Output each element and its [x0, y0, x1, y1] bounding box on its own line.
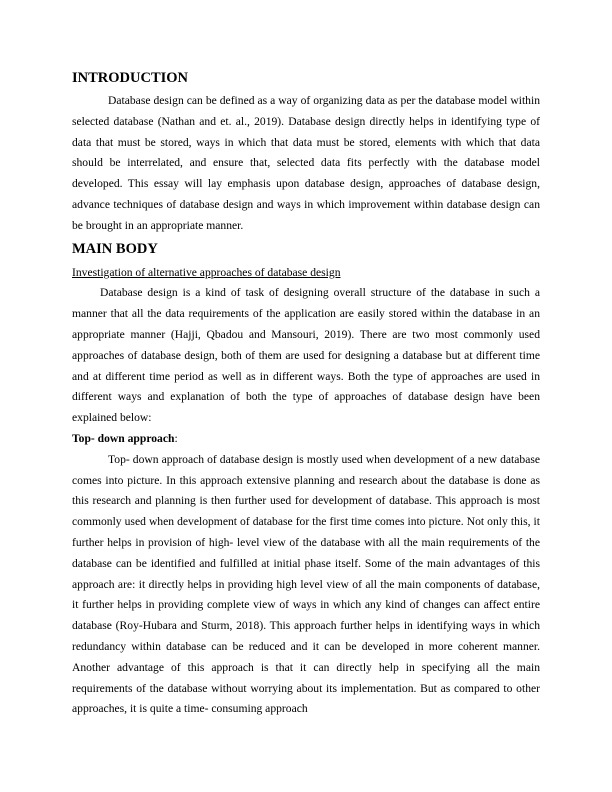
introduction-heading: INTRODUCTION	[72, 70, 189, 86]
top-down-label-text: Top- down approach	[72, 431, 175, 445]
introduction-paragraph: Database design can be defined as a way of organizing data as per the database model within selected database (Nathan and et. al., 2019). Database design directly helps in identifying type of data that must be stored, ways in which that data must be stored, elements with which that data should be interrelated, and ensure that, selected data fits perfectly with the database model developed. This essay will lay emphasis upon database design, approaches of database design, advance techniques of database design and ways in which improvement within database design can be brought in an appropriate manner.	[72, 94, 540, 232]
top-down-label	[72, 429, 540, 450]
top-down-label-colon: :	[174, 431, 178, 445]
main-body-heading: MAIN BODY	[72, 240, 158, 257]
section-subheading: Investigation of alternative approaches of database design	[72, 265, 341, 279]
page-content	[72, 70, 540, 720]
top-down-paragraph: Top- down approach of database design is mostly used when development of a new database comes into picture. In this approach extensive planning and research about the database is done as this research and planning is then further used for development of database. This approach is most commonly used when development of database for the first time comes into picture. Not only this, it further helps in provision of high- level view of the database with all the main requirements of the database can be identified and fulfilled at initial phase itself. Some of the main advantages of this approach are: it directly helps in providing high level view of all the main components of database, it further helps in providing complete view of ways in which any kind of changes can affect entire database (Roy-Hubara and Sturm, 2018). This approach further helps in identifying ways in which redundancy within database can be reduced and it can be developed in more coherent manner. Another advantage of this approach is that it can directly help in specifying all the main requirements of the database without worrying about its implementation. But as compared to other approaches, it is quite a time- consuming approach	[72, 452, 540, 716]
main-body-paragraph: Database design is a kind of task of designing overall structure of the database in such a manner that all the data requirements of the application are easily stored within the database in an appropriate manner (Hajji, Qbadou and Mansouri, 2019). There are two most commonly used approaches of database design, both of them are used for designing a database but at different time and at different time period as well as in different ways. Both the type of approaches are used in different ways and explanation of both the type of approaches of database design have been explained below:	[72, 286, 540, 425]
